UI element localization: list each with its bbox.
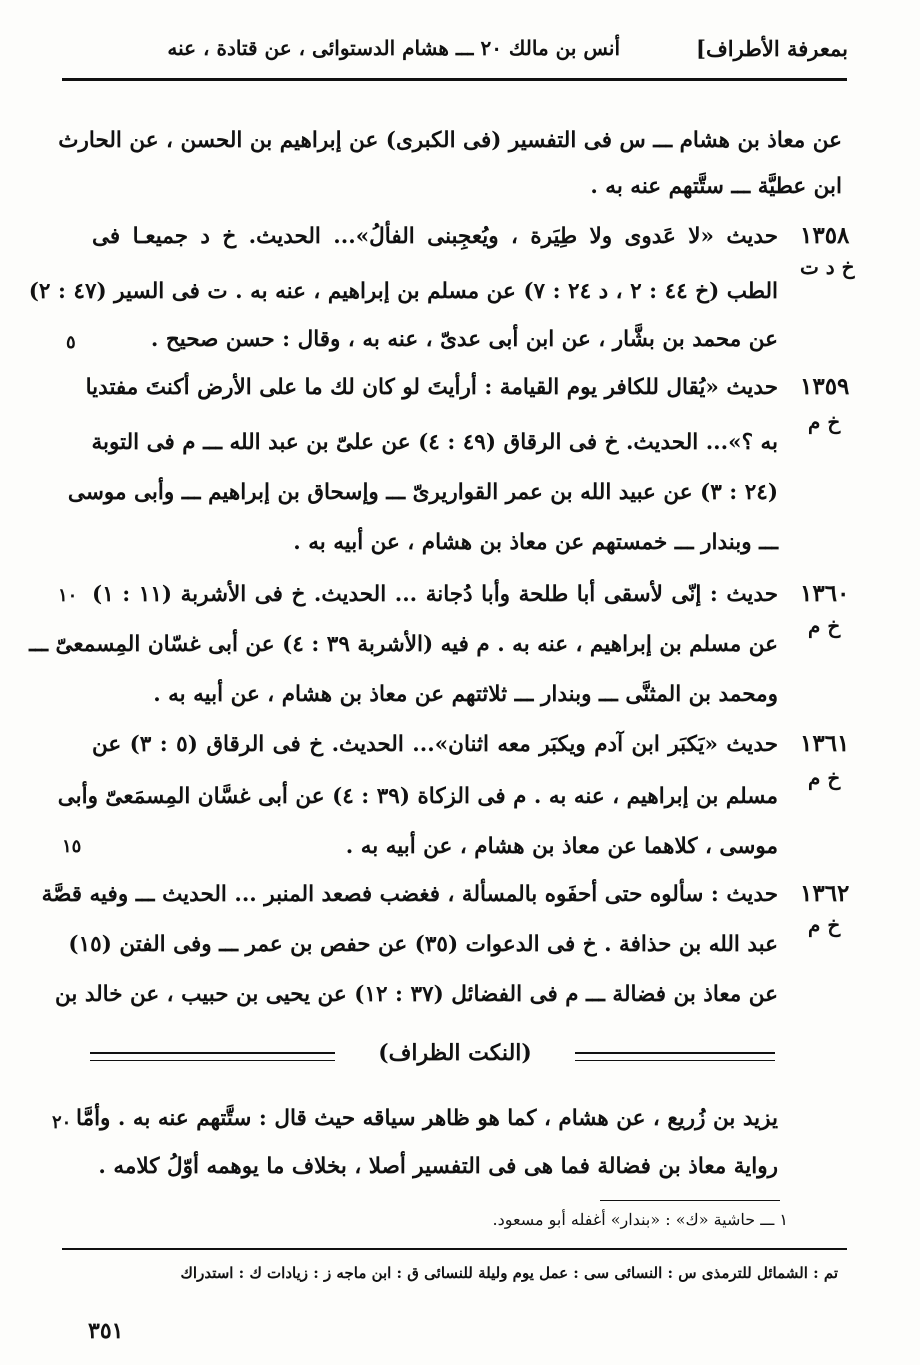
margin-line-number: ٢٠ xyxy=(52,1112,72,1133)
hadith-number: ١٣٥٩ xyxy=(800,373,850,400)
section-rule-left xyxy=(90,1052,335,1061)
hadith-line: حديث : سألوه حتى أحفَوه بالمسألة ، فغضب فصعد المنبر ... الحديث ـــ وفيه قصَّة xyxy=(41,882,778,907)
margin-line-number: ٥ xyxy=(66,332,76,353)
intro-line: عن معاذ بن هشام ـــ س فى التفسير (فى الكبرى) عن إبراهيم بن الحسن ، عن الحارث xyxy=(58,128,842,153)
hadith-line: عبد الله بن حذافة . خ فى الدعوات (٣٥) عن حفص بن عمر ـــ وفى الفتن (١٥) xyxy=(68,932,778,957)
footnote-rule xyxy=(600,1200,780,1201)
hadith-number: ١٣٦٢ xyxy=(800,880,850,907)
hadith-number: ١٣٦٠ xyxy=(800,580,850,607)
abbreviations-key: تم : الشمائل للترمذى س : النسائى سى : عمل يوم وليلة للنسائى ق : ابن ماجه ز : زيادات ك : استدراك xyxy=(180,1264,838,1282)
hadith-codes: خ م xyxy=(808,410,841,434)
hadith-line: ـــ وبندار ـــ خمستهم عن معاذ بن هشام ، عن أبيه به . xyxy=(293,530,778,555)
hadith-line: مسلم بن إبراهيم ، عنه به . م فى الزكاة (٣٩ : ٤) عن أبى غسَّان المِسمَعىّ وأبى xyxy=(57,784,778,809)
hadith-line: حديث «يُقال للكافر يوم القيامة : أرأيتَ لو كان لك ما على الأرض أكنتَ مفتديا xyxy=(85,375,778,400)
margin-line-number: ١٥ xyxy=(62,836,82,857)
hadith-line: حديث «لا عَدوى ولا طِيَرة ، ويُعجِبنى الفألُ»... الحديث. خ د جميعـا فى xyxy=(92,224,778,249)
running-header-center: أنس بن مالك ٢٠ ـــ هشام الدستوائى ، عن قتادة ، عنه xyxy=(167,36,620,60)
page-number: ٣٥١ xyxy=(88,1318,124,1344)
hadith-line: عن معاذ بن فضالة ـــ م فى الفضائل (٣٧ : ١٢) عن يحيى بن حبيب ، عن خالد بن xyxy=(55,982,778,1007)
hadith-line: عن مسلم بن إبراهيم ، عنه به . م فيه (الأشربة ٣٩ : ٤) عن أبى غسّان المِسمعىّ ـــ xyxy=(29,632,778,657)
hadith-codes: خ م xyxy=(808,766,841,790)
header-rule xyxy=(62,78,847,81)
margin-line-number: ١٠ xyxy=(58,585,78,606)
hadith-line: حديث «يَكبَر ابن آدم ويكبَر معه اثنان»... الحديث. خ فى الرقاق (٥ : ٣) عن xyxy=(92,732,778,757)
hadith-line: الطب (خ ٤٤ : ٢ ، د ٢٤ : ٧) عن مسلم بن إبراهيم ، عنه به . ت فى السير (٤٧ : ٢) xyxy=(28,279,778,304)
section-rule-right xyxy=(575,1052,775,1061)
running-header-right: بمعرفة الأطراف] xyxy=(696,36,848,61)
hadith-codes: خ د ت xyxy=(800,255,855,279)
nukat-line: يزيد بن زُريع ، عن هشام ، كما هو ظاهر سياقه حيث قال : ستَّتهم عنه به . وأمَّا xyxy=(76,1106,778,1131)
hadith-line: حديث : إنّى لأسقى أبا طلحة وأبا دُجانة ... الحديث. خ فى الأشربة (١١ : ١) xyxy=(92,582,778,607)
nukat-line: رواية معاذ بن فضالة فما هى فى التفسير أصلا ، بخلاف ما يوهمه أوّلُ كلامه . xyxy=(98,1154,778,1179)
hadith-number: ١٣٥٨ xyxy=(800,222,850,249)
hadith-codes: خ م xyxy=(808,913,841,937)
hadith-number: ١٣٦١ xyxy=(800,730,850,757)
section-title: (النكت الظراف) xyxy=(378,1040,532,1066)
hadith-line: ومحمد بن المثنَّى ـــ وبندار ـــ ثلاثتهم عن معاذ بن هشام ، عن أبيه به . xyxy=(153,682,778,707)
hadith-line: عن محمد بن بشَّار ، عن ابن أبى عدىّ ، عنه به ، وقال : حسن صحيح . xyxy=(150,327,778,352)
hadith-codes: خ م xyxy=(808,614,841,638)
footnote: ١ ـــ حاشية «ك» : «بندار» أغفله أبو مسعود. xyxy=(492,1210,788,1229)
hadith-line: به ؟»... الحديث. خ فى الرقاق (٤٩ : ٤) عن علىّ بن عبد الله ـــ م فى التوبة xyxy=(91,430,778,455)
abbreviations-rule xyxy=(62,1248,847,1250)
hadith-line: (٢٤ : ٣) عن عبيد الله بن عمر القواريرىّ ـــ وإسحاق بن إبراهيم ـــ وأبى موسى xyxy=(67,480,778,505)
intro-line: ابن عطيَّة ـــ ستَّتهم عنه به . xyxy=(590,174,842,199)
hadith-line: موسى ، كلاهما عن معاذ بن هشام ، عن أبيه به . xyxy=(345,834,778,859)
